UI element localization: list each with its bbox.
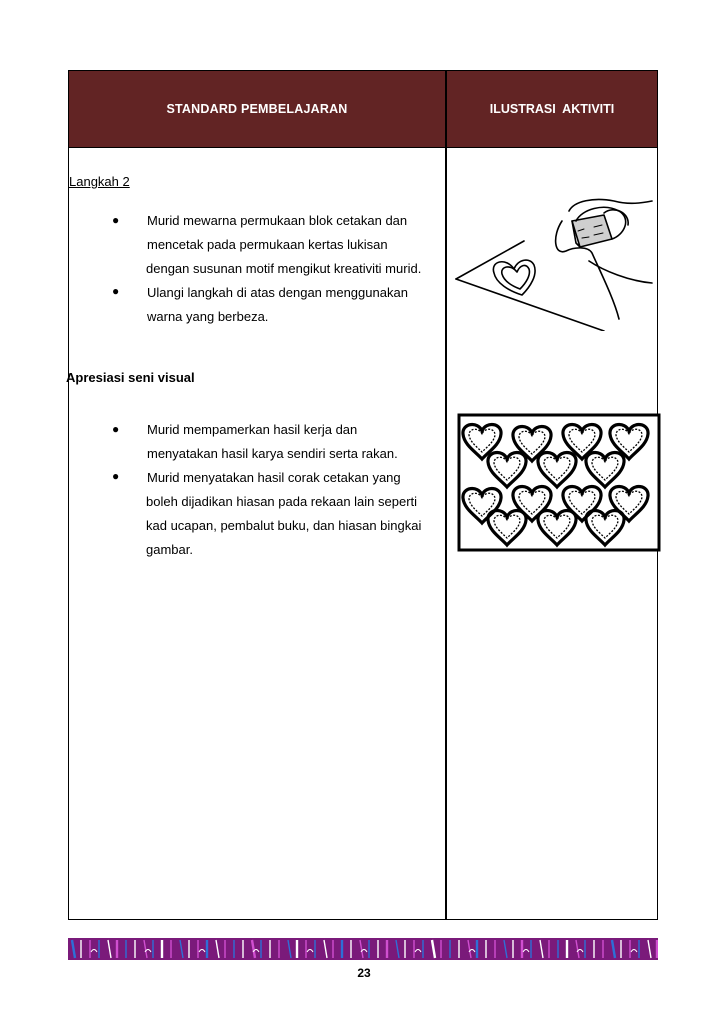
lesson-table [68,70,658,920]
bullet-line: gambar. [146,542,193,557]
table-header [69,71,657,148]
bullet-icon: ● [112,284,120,298]
bullet-icon: ● [112,422,120,436]
bullet-line: Ulangi langkah di atas dengan menggunakan [147,285,408,300]
bullet-line: Murid mempamerkan hasil kerja dan [147,422,358,437]
hand-stamping-block-illustration [454,191,654,331]
bullet-line: Murid menyatakan hasil corak cetakan yang [147,470,401,485]
bullet-line: warna yang berbeza. [147,309,269,324]
header-standard-pembelajaran: STANDARD PEMBELAJARAN [166,101,348,116]
column-divider [445,71,447,919]
bullet-icon: ● [112,469,120,483]
bullet-line: dengan susunan motif mengikut kreativiti murid. [146,261,422,276]
decorative-footer-strip [68,938,658,960]
section-heading-apresiasi: Apresiasi seni visual [66,370,195,385]
bullet-line: kad ucapan, pembalut buku, dan hiasan bingkai [146,518,422,533]
heart-print-pattern-illustration [457,413,662,553]
header-ilustrasi-aktiviti: ILUSTRASI AKTIVITI [489,101,615,116]
section-heading-langkah: Langkah 2 [69,174,130,189]
bullet-icon: ● [112,213,120,227]
bullet-line: menyatakan hasil karya sendiri serta rakan. [147,446,398,461]
bullet-line: Murid mewarna permukaan blok cetakan dan [147,213,408,228]
page-number: 23 [357,966,371,980]
bullet-line: boleh dijadikan hiasan pada rekaan lain seperti [146,494,418,509]
bullet-line: mencetak pada permukaan kertas lukisan [147,237,388,252]
